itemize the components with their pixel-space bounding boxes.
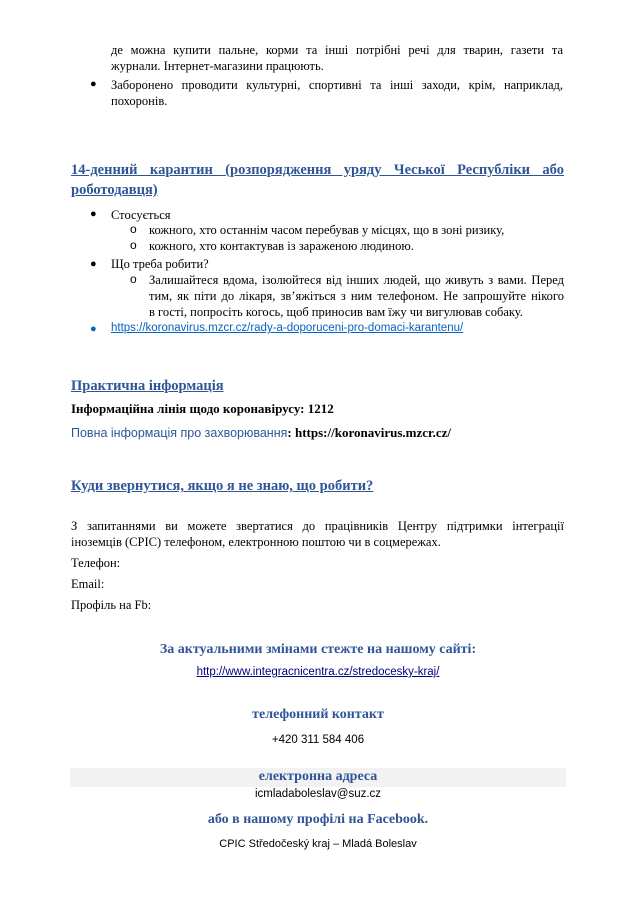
bullet-icon: ● [90, 78, 97, 90]
bullet-text: Стосується [111, 208, 171, 222]
sub-bullet-icon: o [130, 238, 137, 252]
bullet-icon: ● [90, 208, 97, 220]
bullet-icon: ● [90, 323, 97, 335]
full-info-url[interactable]: https://koronavirus.mzcr.cz/ [294, 425, 451, 440]
bullet-text: похоронів. [111, 94, 168, 108]
email-heading: електронна адреса [258, 769, 378, 784]
email-label: Email: [71, 577, 105, 591]
hotline-text: Інформаційна лінія щодо коронавірусу: 1212 [71, 401, 334, 416]
bullet-continuation-line: де можна купити пальне, корми та інші потрібні речі для тварин, газети та [111, 43, 563, 57]
site-link[interactable]: http://www.integracnicentra.cz/stredocesky-kraj/ [196, 666, 440, 678]
fb-heading: або в нашому профілі на Facebook. [207, 812, 429, 827]
full-info-label: Повна інформація про захворювання [71, 426, 288, 440]
site-link-wrap [70, 666, 566, 678]
phone-number: +420 311 584 406 [271, 734, 365, 746]
sub-bullet-icon: o [130, 222, 137, 236]
bullet-text: Що треба робити? [111, 257, 209, 271]
practical-heading: Практична інформація [71, 378, 224, 394]
contact-heading: Куди звернутися, якщо я не знаю, що робити? [71, 478, 374, 494]
sub-bullet-text: тим, як піти до лікаря, зв’яжіться з ним телефоном. Не запрошуйте нікого [149, 289, 564, 303]
full-info-line [71, 424, 451, 442]
bullet-text: Заборонено проводити культурні, спортивні та інші заходи, крім, наприклад, [111, 78, 563, 92]
sub-bullet-text: кожного, хто останнім часом перебував у місцях, що в зоні ризику, [149, 223, 505, 237]
site-heading: За актуальними змінами стежте на нашому сайті: [159, 642, 477, 657]
phone-label: Телефон: [71, 556, 121, 570]
fb-label: Профіль на Fb: [71, 598, 152, 612]
quarantine-link[interactable]: https://koronavirus.mzcr.cz/rady-a-doporuceni-pro-domaci-karantenu/ [111, 322, 464, 334]
fb-name: CPIC Středočeský kraj – Mladá Boleslav [219, 838, 417, 850]
sub-bullet-text: Залишайтеся вдома, ізолюйтеся від інших людей, що живуть з вами. Перед [149, 273, 564, 287]
contact-paragraph: З запитаннями ви можете звертатися до працівників Центру підтримки інтеграції [71, 519, 564, 533]
sub-bullet-icon: o [130, 272, 137, 286]
phone-heading: телефонний контакт [252, 707, 384, 722]
full-info-colon: : [287, 425, 292, 440]
quarantine-heading: 14-денний карантин (розпорядження уряду Чеської Республіки або [71, 162, 564, 178]
bullet-continuation-line: журнали. Інтернет-магазини працюють. [111, 59, 324, 73]
sub-bullet-text: в гості, попросіть когось, щоб приносив вам їжу чи вигулював собаку. [149, 305, 523, 319]
sub-bullet-text: кожного, хто контактував із зараженою людиною. [149, 239, 414, 253]
quarantine-heading: роботодавця) [71, 182, 158, 198]
email-value: icmladaboleslav@suz.cz [254, 788, 382, 800]
contact-paragraph: іноземців (CPIC) телефоном, електронною поштою чи в соцмережах. [71, 535, 441, 549]
bullet-icon: ● [90, 258, 97, 270]
